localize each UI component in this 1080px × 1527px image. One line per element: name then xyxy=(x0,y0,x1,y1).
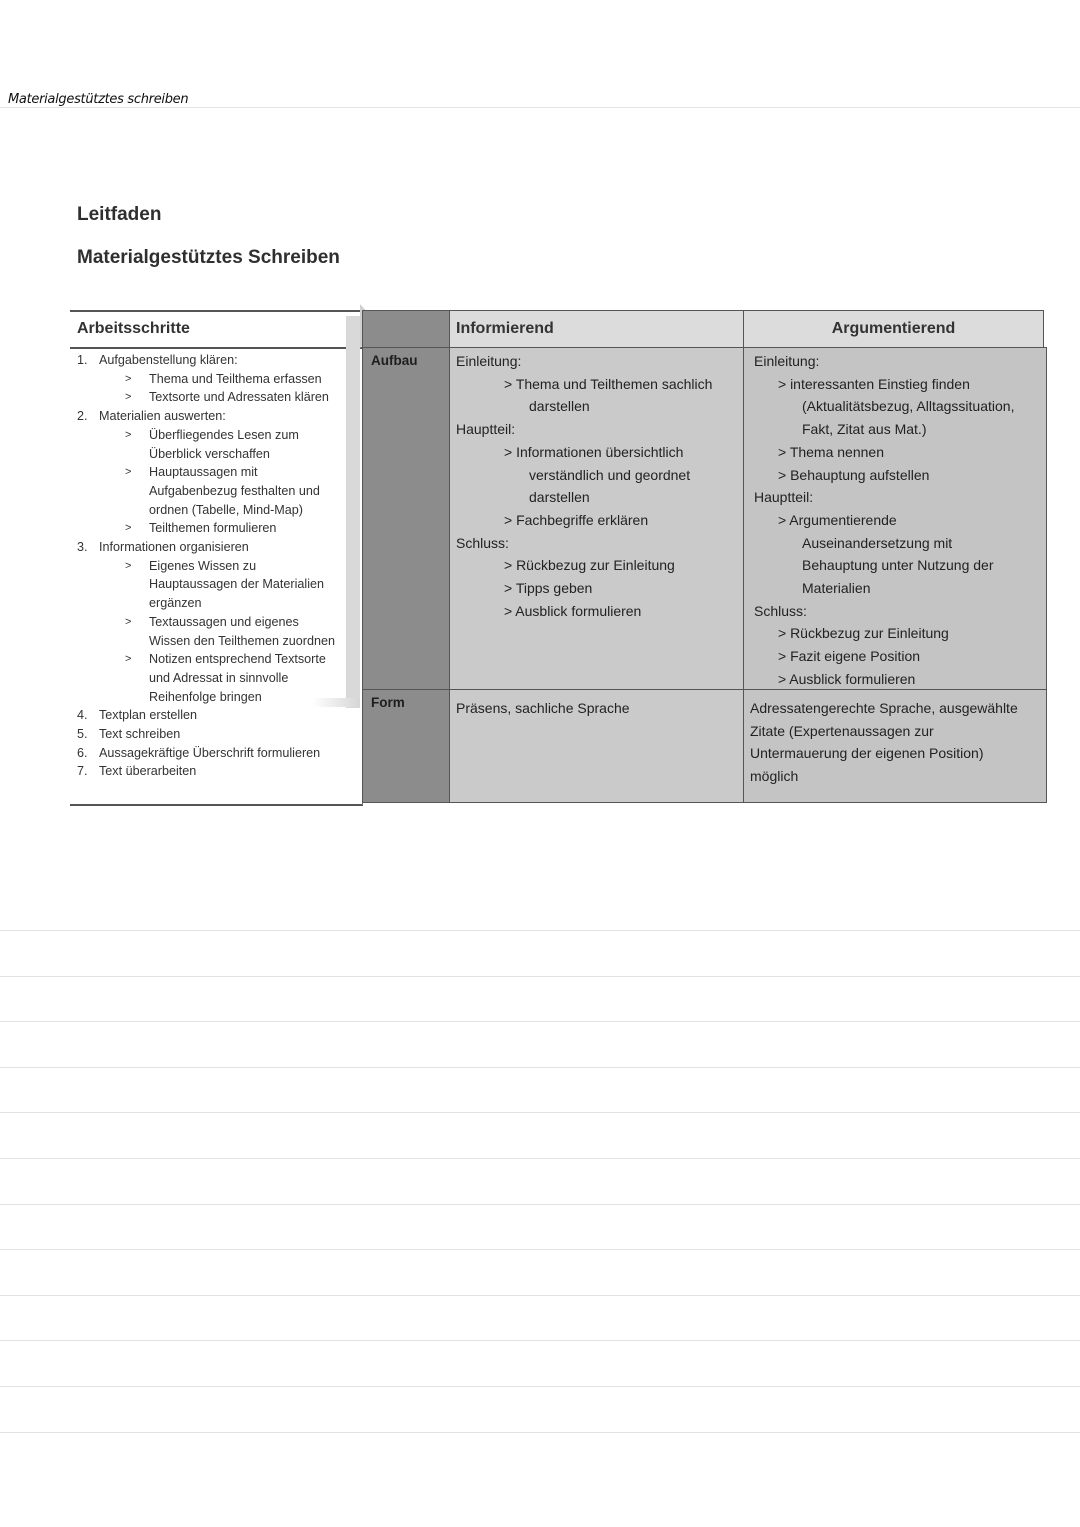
step-number: 7. xyxy=(77,764,88,779)
ruled-line xyxy=(0,1112,1080,1113)
cell-line: > Ausblick formulieren xyxy=(504,602,642,619)
cell-line: darstellen xyxy=(529,489,590,506)
cell-line: Zitate (Expertenaussagen zur xyxy=(750,722,934,739)
cell-line: Hauptteil: xyxy=(456,421,516,438)
cell-line: Auseinandersetzung mit xyxy=(802,534,953,551)
step-label: Text überarbeiten xyxy=(99,764,197,779)
bullet-arrow-icon: > xyxy=(125,391,132,404)
cell-line: > Thema und Teilthemen sachlich xyxy=(504,375,713,392)
ruled-line xyxy=(0,930,1080,931)
step-number: 2. xyxy=(77,409,88,424)
bullet-arrow-icon: > xyxy=(125,615,132,628)
substep-line: Textsorte und Adressaten klären xyxy=(149,390,329,405)
step-number: 6. xyxy=(77,745,88,760)
substep-line: Reihenfolge bringen xyxy=(149,689,262,704)
arbeitsschritte-list xyxy=(77,351,357,781)
ruled-line xyxy=(0,1432,1080,1433)
bullet-arrow-icon: > xyxy=(125,466,132,479)
cell-line: Einleitung: xyxy=(456,353,522,369)
cell-line: Einleitung: xyxy=(754,353,820,369)
substep-line: Überfliegendes Lesen zum xyxy=(149,427,299,442)
step-number: 4. xyxy=(77,708,88,723)
header-argumentierend: Argumentierend xyxy=(743,310,1044,348)
substep-line: ordnen (Tabelle, Mind-Map) xyxy=(149,502,303,517)
step-number: 1. xyxy=(77,353,88,367)
step-5 xyxy=(77,725,357,744)
step-label: Text schreiben xyxy=(99,727,181,742)
arbeitsschritte-heading: Arbeitsschritte xyxy=(77,320,190,337)
process-arrow-band xyxy=(346,316,360,708)
substep xyxy=(77,613,357,650)
handwritten-title: Materialgestütztes schreiben xyxy=(8,92,189,107)
substep-line: Textaussagen und eigenes xyxy=(149,614,299,629)
step-6 xyxy=(77,744,357,763)
step-label: Textplan erstellen xyxy=(99,708,198,723)
ruled-line xyxy=(0,1158,1080,1159)
substep-line: Notizen entsprechend Textsorte xyxy=(149,652,326,667)
substep-line: Teilthemen formulieren xyxy=(149,521,277,536)
cell-line: Hauptteil: xyxy=(754,489,814,506)
cell-line: > Thema nennen xyxy=(778,443,884,460)
argumentierend-form-cell xyxy=(743,689,1047,803)
substep xyxy=(77,463,357,519)
substep-line: und Adressat in sinnvolle xyxy=(149,670,289,685)
informierend-aufbau-cell xyxy=(449,347,744,690)
step-2 xyxy=(77,407,357,426)
substep-line: Wissen den Teilthemen zuordnen xyxy=(149,633,335,648)
step-label: Informationen organisieren xyxy=(99,540,249,555)
process-arrow-tail xyxy=(312,698,360,707)
step-4 xyxy=(77,706,357,725)
substep-line: Aufgabenbezug festhalten und xyxy=(149,483,320,498)
bullet-arrow-icon: > xyxy=(125,653,132,666)
bullet-arrow-icon: > xyxy=(125,428,132,441)
ruled-line xyxy=(0,1021,1080,1022)
corner-cell xyxy=(362,310,450,348)
cell-line: Schluss: xyxy=(456,534,509,551)
header-informierend: Informierend xyxy=(449,310,744,348)
cell-line: > Tipps geben xyxy=(504,580,593,597)
argumentierend-aufbau-cell xyxy=(743,347,1047,690)
substep-line: Thema und Teilthema erfassen xyxy=(149,371,322,386)
header-rule xyxy=(0,107,1080,108)
cell-line: Fakt, Zitat aus Mat.) xyxy=(802,421,927,438)
step-3 xyxy=(77,538,357,557)
cell-line: > Fazit eigene Position xyxy=(778,648,921,665)
substep-line: Eigenes Wissen zu xyxy=(149,558,257,573)
substep xyxy=(77,557,357,613)
ruled-line xyxy=(0,1295,1080,1296)
heading-leitfaden: Leitfaden xyxy=(77,204,162,225)
bullet-arrow-icon: > xyxy=(125,522,132,535)
ruled-line xyxy=(0,1386,1080,1387)
ruled-line xyxy=(0,1249,1080,1250)
informierend-form-cell: Präsens, sachliche Sprache xyxy=(449,689,744,803)
cell-line: > Rückbezug zur Einleitung xyxy=(778,625,949,642)
arbeitsschritte-heading-rule xyxy=(70,347,362,349)
substep-line: ergänzen xyxy=(149,596,202,611)
cell-line: > Ausblick formulieren xyxy=(778,670,916,687)
cell-line: > Informationen übersichtlich xyxy=(504,443,684,460)
ruled-line xyxy=(0,1067,1080,1068)
heading-subject: Materialgestütztes Schreiben xyxy=(77,247,340,268)
cell-line: > interessanten Einstieg finden xyxy=(778,375,970,392)
step-label: Aufgabenstellung klären: xyxy=(99,353,238,367)
cell-line: > Fachbegriffe erklären xyxy=(504,511,649,528)
row-label-aufbau: Aufbau xyxy=(362,347,450,690)
bullet-arrow-icon: > xyxy=(125,372,132,385)
step-number: 5. xyxy=(77,727,88,742)
substep xyxy=(77,388,357,407)
cell-line: > Behauptung aufstellen xyxy=(778,466,930,483)
cell-line: Materialien xyxy=(802,580,871,597)
substep-line: Überblick verschaffen xyxy=(149,446,270,461)
ruled-line xyxy=(0,976,1080,977)
cell-line: möglich xyxy=(750,768,799,785)
ruled-line xyxy=(0,1204,1080,1205)
cell-line: Adressatengerechte Sprache, ausgewählte xyxy=(750,700,1018,716)
cell-line: Behauptung unter Nutzung der xyxy=(802,557,994,574)
cell-line: verständlich und geordnet xyxy=(529,466,691,483)
cell-line: > Argumentierende xyxy=(778,511,897,528)
bullet-arrow-icon: > xyxy=(125,559,132,572)
step-label: Aussagekräftige Überschrift formulieren xyxy=(99,745,321,760)
cell-line: (Aktualitätsbezug, Alltagssituation, xyxy=(802,398,1015,415)
ruled-line xyxy=(0,1340,1080,1341)
substep xyxy=(77,519,357,538)
substep xyxy=(77,370,357,389)
substep xyxy=(77,426,357,463)
step-label: Materialien auswerten: xyxy=(99,409,226,424)
substep-line: Hauptaussagen der Materialien xyxy=(149,577,325,592)
cell-line: Schluss: xyxy=(754,602,807,619)
row-label-form: Form xyxy=(362,689,450,803)
cell-line: darstellen xyxy=(529,398,590,415)
step-1 xyxy=(77,351,357,370)
step-7 xyxy=(77,762,357,781)
cell-line: Untermauerung der eigenen Position) xyxy=(750,745,984,762)
cell-line: > Rückbezug zur Einleitung xyxy=(504,557,675,574)
step-number: 3. xyxy=(77,540,88,555)
substep-line: Hauptaussagen mit xyxy=(149,465,258,480)
comparison-table xyxy=(362,310,1047,803)
